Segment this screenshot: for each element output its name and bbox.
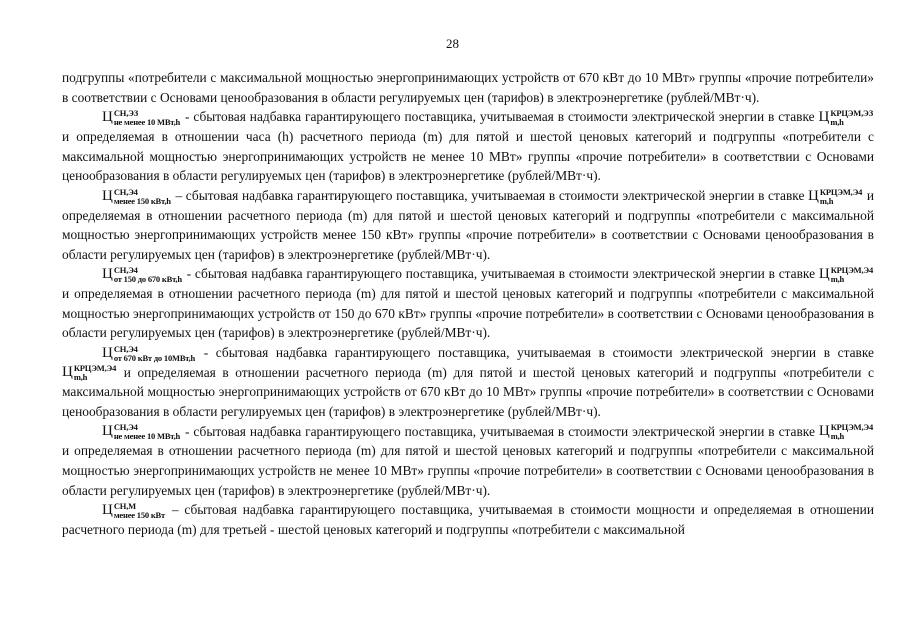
- formula-superscript: СН,Э4: [113, 186, 138, 197]
- formula-subscript: m,h: [819, 195, 834, 206]
- formula-subscript: m,h: [830, 274, 845, 285]
- definition-paragraph: [62, 422, 874, 501]
- formula-symbol: Ц СН,Э4 не менее 10 МВт,h: [102, 422, 181, 442]
- formula-superscript: СН,Э4: [113, 422, 138, 433]
- formula-superscript: КРЦЭМ,Э4: [830, 265, 873, 276]
- formula-symbol: Ц СН,Э4 от 670 кВт до 10МВт,h: [102, 343, 196, 363]
- formula-symbol: Ц КРЦЭМ,Э4 m,h: [808, 186, 863, 206]
- formula-subscript: менее 150 кВт: [113, 509, 165, 520]
- paragraph-text: - сбытовая надбавка гарантирующего поставщика, учитываемая в стоимости электрической энергии в ставке: [196, 344, 874, 360]
- paragraph-text: и определяемая в отношении расчетного периода (m) для пятой и шестой ценовых категорий и подгруппы «потребители с максимальной мощностью энергопринимающих устройств от 670 кВт до 10 МВт» группы «прочие потребители» в соответствии с Основами ценообразования в области регулируемых цен (тарифов) в электроэнергетике (рублей/МВт·ч).: [62, 364, 874, 420]
- page-number: 28: [446, 36, 459, 51]
- definition-paragraph: [62, 107, 874, 186]
- formula-symbol: Ц КРЦЭМ,Э4 m,h: [62, 363, 117, 383]
- paragraph-text: - сбытовая надбавка гарантирующего поставщика, учитываемая в стоимости электрической энергии в ставке: [181, 423, 819, 439]
- formula-superscript: СН,Э4: [113, 265, 138, 276]
- formula-symbol: Ц СН,М менее 150 кВт: [102, 500, 165, 520]
- formula-symbol: Ц СН,ЭЗ не менее 10 МВт,h: [102, 107, 181, 127]
- definition-paragraph: [62, 264, 874, 343]
- definition-paragraph: [62, 343, 874, 422]
- formula-subscript: не менее 10 МВт,h: [113, 431, 181, 442]
- formula-subscript: m,h: [830, 116, 844, 127]
- paragraph-text: – сбытовая надбавка гарантирующего поставщика, учитываемая в стоимости электрической энергии в ставке: [171, 187, 809, 203]
- formula-subscript: менее 150 кВт,h: [113, 195, 171, 206]
- formula-superscript: КРЦЭМ,Э4: [73, 363, 117, 374]
- formula-superscript: СН,М: [113, 500, 136, 511]
- formula-superscript: КРЦЭМ,ЭЗ: [830, 107, 873, 118]
- paragraph-text: подгруппы «потребители с максимальной мощностью энергопринимающих устройств от 670 кВт до 10 МВт» группы «прочие потребители» в соответствии с Основами ценообразования в области регулируемых цен (тарифов) в электроэнергетике (рублей/МВт·ч).: [62, 70, 874, 105]
- formula-subscript: не менее 10 МВт,h: [113, 116, 181, 127]
- formula-superscript: КРЦЭМ,Э4: [819, 186, 863, 197]
- formula-superscript: СН,Э4: [113, 343, 138, 354]
- formula-subscript: от 670 кВт до 10МВт,h: [113, 352, 196, 363]
- definition-paragraph: [62, 186, 874, 265]
- paragraph-text: – сбытовая надбавка гарантирующего поставщика, учитываемая в стоимости мощности и определяемая в отношении расчетного периода (m) для третьей - шестой ценовых категорий и подгруппы «потребители с максимальной: [62, 502, 874, 537]
- formula-symbol: Ц КРЦЭМ,Э4 m,h: [818, 422, 873, 442]
- paragraph-text: и определяемая в отношении часа (h) расчетного периода (m) для пятой и шестой ценовых категорий и подгруппы «потребители с максимальной мощностью энергопринимающих устройств не менее 10 МВт» группы «прочие потребители» в соответствии с Основами ценообразования в области регулируемых цен (тарифов) в электроэнергетике (рублей/МВт·ч).: [62, 128, 874, 184]
- definition-paragraph: [62, 500, 874, 539]
- paragraph-text: - сбытовая надбавка гарантирующего поставщика, учитываемая в стоимости электрической энергии в ставке: [182, 266, 819, 282]
- formula-symbol: Ц КРЦЭМ,ЭЗ m,h: [818, 107, 873, 127]
- document-body: [62, 68, 874, 540]
- paragraph-continuation: [62, 68, 874, 107]
- paragraph-text: и определяемая в отношении расчетного периода (m) для пятой и шестой ценовых категорий и подгруппы «потребители с максимальной мощностью энергопринимающих устройств менее 150 кВт» группы «прочие потребители» в соответствии с Основами ценообразования в области регулируемых цен (тарифов) в электроэнергетике (рублей/МВт·ч).: [62, 187, 875, 262]
- formula-subscript: m,h: [73, 372, 88, 383]
- formula-superscript: КРЦЭМ,Э4: [830, 422, 873, 433]
- formula-symbol: Ц СН,Э4 от 150 до 670 кВт,h: [102, 265, 182, 285]
- formula-subscript: m,h: [830, 431, 845, 442]
- formula-symbol: Ц КРЦЭМ,Э4 m,h: [818, 265, 873, 285]
- paragraph-text: - сбытовая надбавка гарантирующего поставщика, учитываемая в стоимости электрической энергии в ставке: [181, 109, 819, 125]
- formula-symbol: Ц СН,Э4 менее 150 кВт,h: [102, 186, 171, 206]
- paragraph-text: и определяемая в отношении расчетного периода (m) для пятой и шестой ценовых категорий и подгруппы «потребители с максимальной мощностью энергопринимающих устройств от 150 до 670 кВт» группы «прочие потребители» в соответствии с Основами ценообразования в области регулируемых цен (тарифов) в электроэнергетике (рублей/МВт·ч).: [62, 286, 874, 341]
- paragraph-text: и определяемая в отношении расчетного периода (m) для пятой и шестой ценовых категорий и подгруппы «потребители с максимальной мощностью энергопринимающих устройств не менее 10 МВт» группы «прочие потребители» в соответствии с Основами ценообразования в области регулируемых цен (тарифов) в электроэнергетике (рублей/МВт·ч).: [62, 443, 874, 498]
- formula-superscript: СН,ЭЗ: [113, 107, 139, 118]
- formula-subscript: от 150 до 670 кВт,h: [113, 274, 182, 285]
